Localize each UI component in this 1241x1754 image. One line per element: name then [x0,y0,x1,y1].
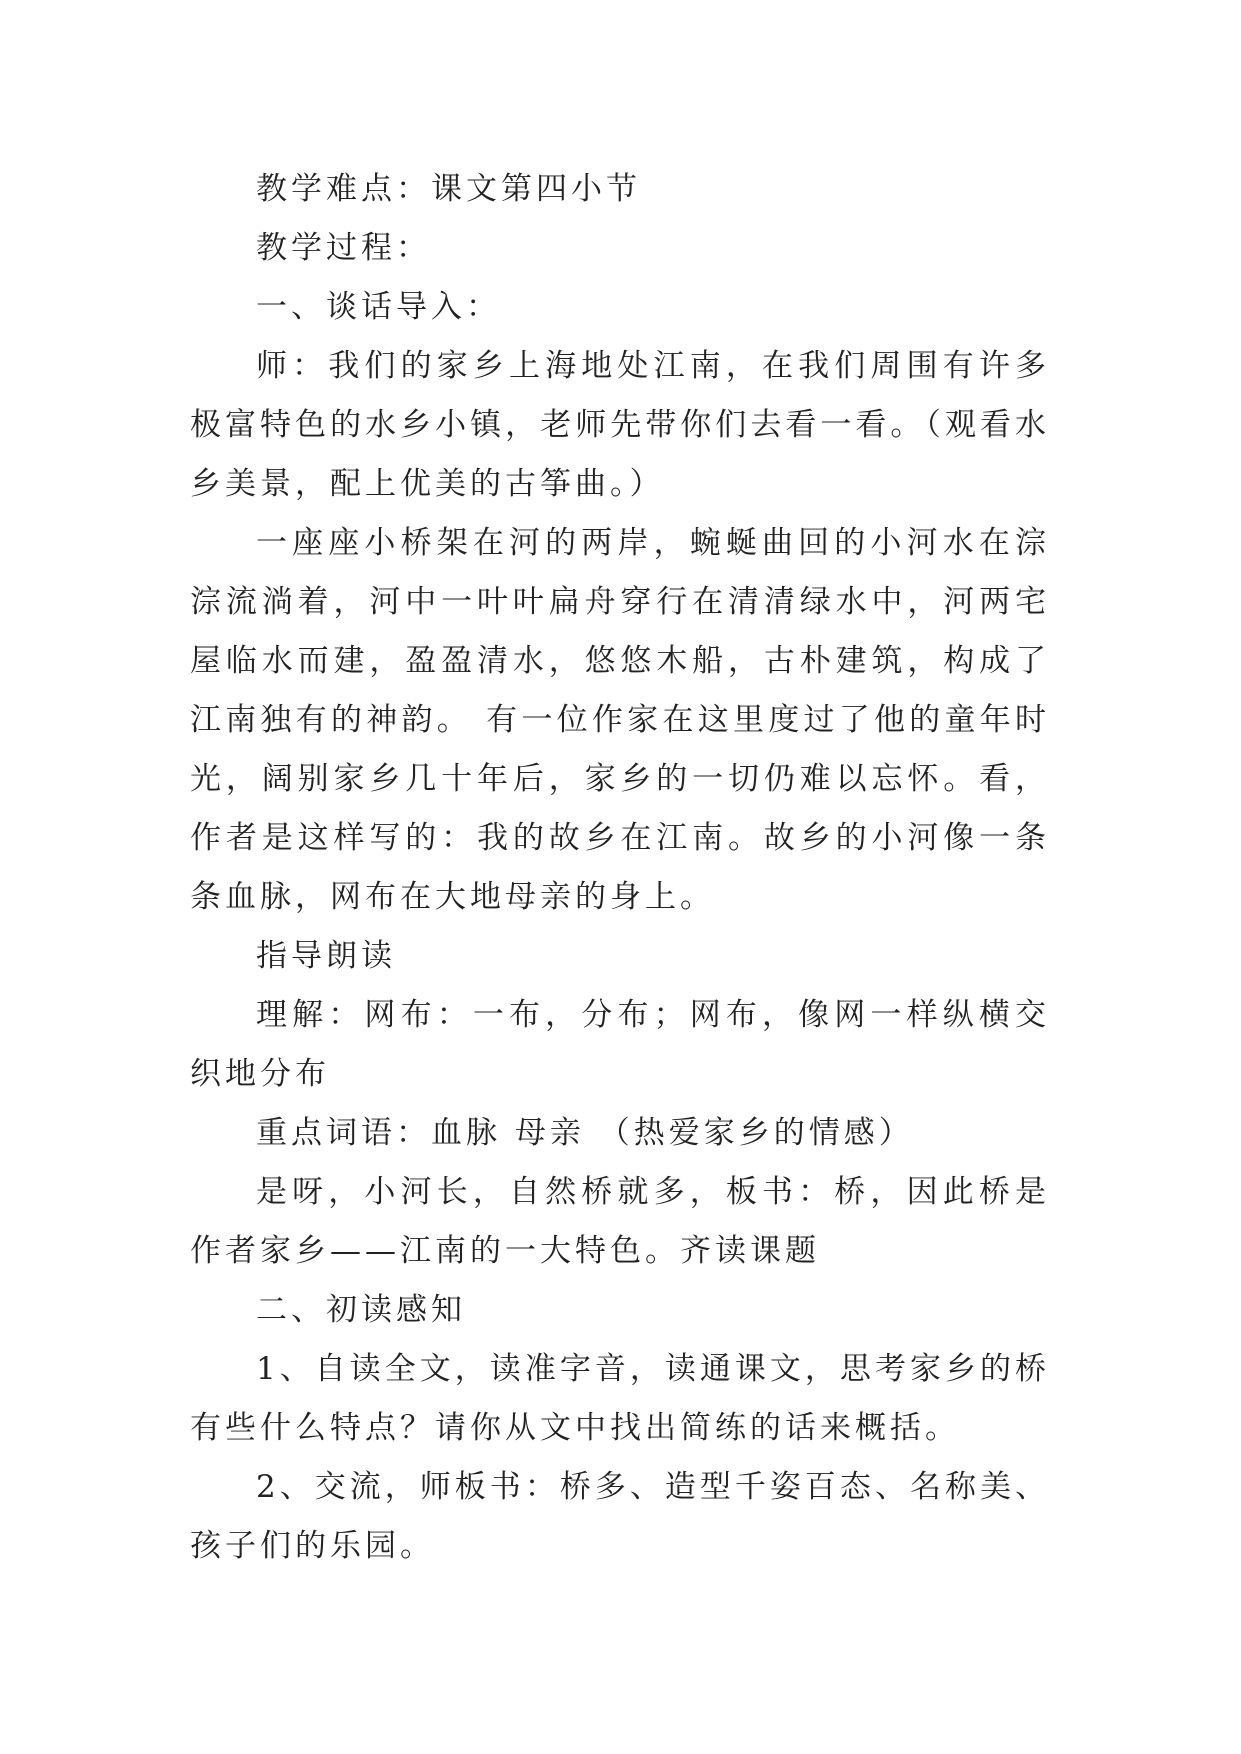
paragraph-teaching-process: 教学过程： [256,230,431,266]
paragraph-bridge-feature: 是呀，小河长，自然桥就多，板书：桥，因此桥是作者家乡——江南的一大特色。齐读课题 [190,1174,1050,1269]
section-heading-intro: 一、谈话导入： [256,289,501,325]
paragraph-teaching-difficulty: 教学难点：课文第四小节 [256,171,641,207]
paragraph-key-words: 重点词语：血脉 母亲 （热爱家乡的情感） [256,1115,914,1151]
paragraph-step-1: 1、自读全文，读准字音，读通课文，思考家乡的桥有些什么特点？请你从文中找出简练的话来概括。 [190,1351,1050,1446]
document-body [190,160,1050,1576]
paragraph-understanding: 理解：网布：一布，分布；网布，像网一样纵横交织地分布 [190,997,1050,1092]
paragraph-jiangnan-description: 一座座小桥架在河的两岸，蜿蜒曲回的小河水在淙淙流淌着，河中一叶叶扁舟穿行在清清绿水中，河两宅屋临水而建，盈盈清水，悠悠木船，古朴建筑，构成了江南独有的神韵。 有一位作家在这里度过了他的童年时光，阔别家乡几十年后，家乡的一切仍难以忘怀。看，作者是这样写的：我的故乡在江南。故乡的小河像一条条血脉，网布在大地母亲的身上。 [190,525,1050,915]
paragraph-teacher-intro: 师：我们的家乡上海地处江南，在我们周围有许多极富特色的水乡小镇，老师先带你们去看一看。（观看水乡美景，配上优美的古筝曲。） [190,348,1050,502]
paragraph-step-2: 2、交流，师板书：桥多、造型千姿百态、名称美、孩子们的乐园。 [190,1469,1050,1564]
section-heading-first-reading: 二、初读感知 [256,1292,466,1328]
paragraph-guided-reading: 指导朗读 [256,938,396,974]
